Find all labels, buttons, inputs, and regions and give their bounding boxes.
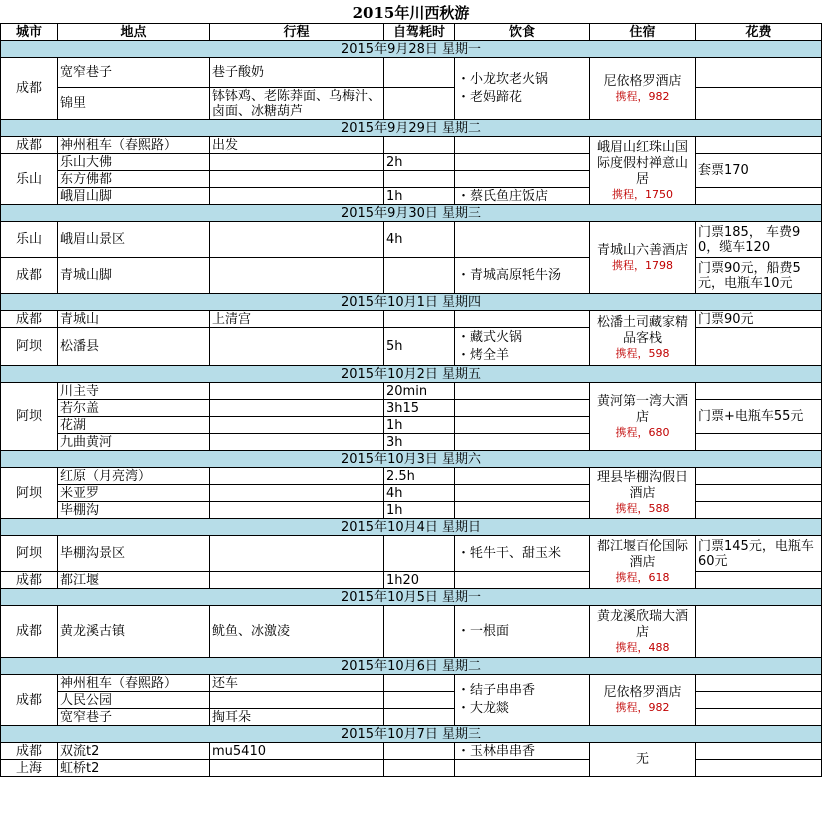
date-row: 2015年9月28日 星期一 [1,41,822,58]
drive-cell [384,692,455,709]
food-cell [455,434,590,451]
drive-cell: 1h [384,188,455,205]
food-item: ・烤全羊 [457,347,510,363]
place-cell: 神州租车（春熙路） [58,675,210,692]
food-cell [455,675,590,726]
food-cell: ・玉林串串香 [455,743,590,760]
itinerary-cell: 掏耳朵 [210,709,384,726]
city-cell: 成都 [1,743,58,760]
place-cell: 宽窄巷子 [58,58,210,88]
food-cell: ・青城高原牦牛汤 [455,258,590,294]
food-cell [455,58,590,120]
place-cell: 神州租车（春熙路） [58,137,210,154]
cost-cell: 门票+电瓶车55元 [696,400,822,434]
food-item: ・结子串串香 [457,683,536,698]
itinerary-cell [210,434,384,451]
date-row: 2015年10月2日 星期五 [1,366,822,383]
cost-cell: 门票145元，电瓶车60元 [696,536,822,572]
city-cell: 阿坝 [1,536,58,572]
drive-cell: 1h [384,417,455,434]
header-hotel: 住宿 [590,24,696,41]
date-row: 2015年10月7日 星期三 [1,726,822,743]
food-cell [455,502,590,519]
hotel-price: 携程，982 [615,701,670,714]
hotel-cell [590,675,696,726]
place-cell: 松潘县 [58,328,210,366]
hotel-name: 松潘土司藏家精品客栈 [596,315,688,346]
hotel-name: 理县毕棚沟假日酒店 [596,470,688,501]
itinerary-cell: 鱿鱼、冰激凌 [210,606,384,658]
itinerary-cell: 巷子酸奶 [210,58,384,88]
drive-cell [384,709,455,726]
place-cell: 花湖 [58,417,210,434]
cost-cell: 门票185， 车费90，缆车120 [696,222,822,258]
itinerary-cell [210,383,384,400]
hotel-name: 青城山六善酒店 [596,242,688,258]
header-food: 饮食 [455,24,590,41]
place-cell: 毕棚沟景区 [58,536,210,572]
date-row: 2015年10月5日 星期一 [1,589,822,606]
food-cell [455,328,590,366]
food-cell [455,417,590,434]
cost-cell [696,760,822,777]
itinerary-cell [210,188,384,205]
drive-cell: 4h [384,222,455,258]
place-cell: 峨眉山景区 [58,222,210,258]
header-drive-time: 自驾耗时 [384,24,455,41]
header-cost: 花费 [696,24,822,41]
header-itinerary: 行程 [210,24,384,41]
hotel-cell [590,606,696,658]
header-city: 城市 [1,24,58,41]
city-cell: 阿坝 [1,383,58,451]
drive-cell [384,258,455,294]
hotel-cell: 无 [590,743,696,777]
cost-cell [696,502,822,519]
hotel-cell [590,137,696,205]
place-cell: 九曲黄河 [58,434,210,451]
hotel-cell [590,222,696,294]
drive-cell: 5h [384,328,455,366]
cost-cell [696,328,822,366]
city-cell: 成都 [1,58,58,120]
food-cell: ・一根面 [455,606,590,658]
cost-cell [696,468,822,485]
city-cell: 成都 [1,606,58,658]
itinerary-cell [210,400,384,417]
itinerary-cell [210,572,384,589]
place-cell: 峨眉山脚 [58,188,210,205]
place-cell: 川主寺 [58,383,210,400]
drive-cell [384,58,455,88]
date-row: 2015年10月6日 星期二 [1,658,822,675]
food-cell [455,383,590,400]
place-cell: 都江堰 [58,572,210,589]
drive-cell: 2h [384,154,455,171]
hotel-cell [590,536,696,589]
hotel-name: 尼依格罗酒店 [603,73,682,89]
hotel-price: 携程，680 [615,425,670,439]
cost-cell [696,88,822,120]
itinerary-cell: 还车 [210,675,384,692]
itinerary-cell [210,536,384,572]
itinerary-cell [210,222,384,258]
cost-cell [696,137,822,154]
drive-cell: 20min [384,383,455,400]
cost-cell [696,572,822,589]
place-cell: 乐山大佛 [58,154,210,171]
drive-cell: 3h15 [384,400,455,417]
food-item: ・大龙燚 [457,701,510,716]
place-cell: 黄龙溪古镇 [58,606,210,658]
cost-cell [696,485,822,502]
itinerary-cell [210,171,384,188]
cost-cell [696,606,822,658]
food-cell [455,222,590,258]
cost-cell [696,434,822,451]
drive-cell [384,536,455,572]
header-place: 地点 [58,24,210,41]
place-cell: 毕棚沟 [58,502,210,519]
drive-cell [384,743,455,760]
food-item: ・老妈蹄花 [457,89,523,105]
drive-cell [384,171,455,188]
hotel-price: 携程，588 [615,502,670,515]
hotel-price: 携程，982 [615,89,670,103]
hotel-name: 峨眉山红珠山国际度假村禅意山居 [596,139,688,187]
drive-cell: 1h20 [384,572,455,589]
food-cell: ・蔡氏鱼庄饭店 [455,188,590,205]
place-cell: 青城山 [58,311,210,328]
food-cell: ・牦牛干、甜玉米 [455,536,590,572]
food-cell [455,468,590,485]
drive-cell [384,675,455,692]
drive-cell: 2.5h [384,468,455,485]
place-cell: 若尔盖 [58,400,210,417]
food-cell [455,572,590,589]
drive-cell: 1h [384,502,455,519]
city-cell: 阿坝 [1,328,58,366]
drive-cell [384,606,455,658]
place-cell: 青城山脚 [58,258,210,294]
city-cell: 成都 [1,137,58,154]
cost-cell [696,743,822,760]
drive-cell [384,311,455,328]
cost-cell: 门票90元，船费5元，电瓶车10元 [696,258,822,294]
food-cell [455,311,590,328]
drive-cell: 3h [384,434,455,451]
city-cell: 成都 [1,572,58,589]
drive-cell [384,137,455,154]
hotel-price: 携程，1798 [612,258,673,272]
itinerary-cell: mu5410 [210,743,384,760]
cost-cell [696,675,822,692]
hotel-price: 携程，618 [615,571,670,584]
hotel-name: 都江堰百伦国际酒店 [596,539,688,570]
hotel-price: 携程，488 [615,640,670,654]
hotel-cell [590,311,696,366]
itinerary-cell [210,328,384,366]
itinerary-cell [210,502,384,519]
food-item: ・小龙坎老火锅 [457,71,549,87]
drive-cell [384,760,455,777]
itinerary-cell [210,468,384,485]
date-row: 2015年10月4日 星期日 [1,519,822,536]
itinerary-cell [210,258,384,294]
hotel-name: 黄龙溪欣瑞大酒店 [596,608,688,640]
date-row: 2015年10月3日 星期六 [1,451,822,468]
itinerary-cell [210,760,384,777]
itinerary-cell: 钵钵鸡、老陈莽面、乌梅汁、卤面、冰糖葫芦 [210,88,384,120]
place-cell: 锦里 [58,88,210,120]
date-row: 2015年9月29日 星期二 [1,120,822,137]
itinerary-cell [210,417,384,434]
cost-cell: 套票170 [696,154,822,188]
city-cell: 成都 [1,258,58,294]
cost-cell: 门票90元 [696,311,822,328]
cost-cell [696,188,822,205]
hotel-price: 携程，1750 [612,187,673,201]
drive-cell [384,88,455,120]
hotel-name: 尼依格罗酒店 [603,685,682,700]
place-cell: 宽窄巷子 [58,709,210,726]
hotel-cell [590,58,696,120]
food-cell [455,760,590,777]
city-cell: 乐山 [1,154,58,205]
cost-cell [696,383,822,400]
food-cell [455,485,590,502]
hotel-name: 黄河第一湾大酒店 [596,393,688,425]
hotel-cell [590,383,696,451]
place-cell: 红原（月亮湾） [58,468,210,485]
city-cell: 阿坝 [1,468,58,519]
hotel-price: 携程，598 [615,347,670,360]
itinerary-cell [210,692,384,709]
itinerary-cell: 上清宫 [210,311,384,328]
itinerary-cell [210,154,384,171]
city-cell: 乐山 [1,222,58,258]
food-cell [455,400,590,417]
city-cell: 上海 [1,760,58,777]
food-item: ・藏式火锅 [457,329,523,345]
drive-cell: 4h [384,485,455,502]
date-row: 2015年10月1日 星期四 [1,294,822,311]
place-cell: 东方佛都 [58,171,210,188]
city-cell: 成都 [1,311,58,328]
place-cell: 虹桥t2 [58,760,210,777]
sheet-title: 2015年川西秋游 [352,3,470,22]
place-cell: 米亚罗 [58,485,210,502]
place-cell: 双流t2 [58,743,210,760]
date-row: 2015年9月30日 星期三 [1,205,822,222]
itinerary-cell [210,485,384,502]
itinerary-cell: 出发 [210,137,384,154]
cost-cell [696,709,822,726]
itinerary-table [0,3,822,777]
place-cell: 人民公园 [58,692,210,709]
food-cell [455,171,590,188]
city-cell: 成都 [1,675,58,726]
cost-cell [696,58,822,88]
food-cell [455,154,590,171]
hotel-cell [590,468,696,519]
food-cell [455,137,590,154]
cost-cell [696,692,822,709]
